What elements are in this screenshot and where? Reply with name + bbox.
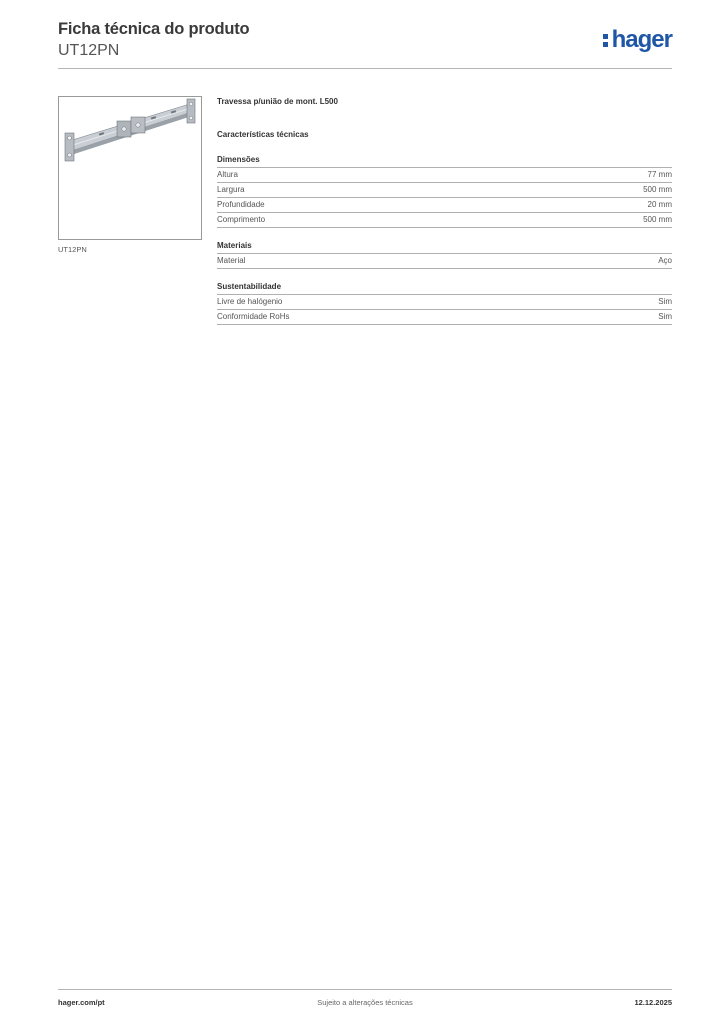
page-title: Ficha técnica do produto <box>58 20 250 38</box>
spec-row <box>217 168 672 183</box>
spec-label: Livre de halógenio <box>217 297 283 306</box>
spec-label: Largura <box>217 185 245 194</box>
spec-row <box>217 310 672 325</box>
spec-value: 500 mm <box>643 185 672 194</box>
footer-divider <box>58 989 672 990</box>
product-name: Travessa p/união de mont. L500 <box>217 97 338 106</box>
spec-value: Aço <box>658 256 672 265</box>
spec-label: Material <box>217 256 246 265</box>
spec-row <box>217 295 672 310</box>
group-dimensions <box>217 154 672 228</box>
group-materials <box>217 240 672 269</box>
spec-label: Comprimento <box>217 215 266 224</box>
product-image <box>58 96 202 240</box>
spec-row <box>217 254 672 269</box>
spec-value: Sim <box>658 312 672 321</box>
mounting-rail-icon <box>59 97 201 239</box>
spec-label: Conformidade RoHs <box>217 312 290 321</box>
product-content <box>217 96 672 325</box>
spec-value: 20 mm <box>647 200 672 209</box>
spec-row <box>217 183 672 198</box>
footer-date: 12.12.2025 <box>634 998 672 1007</box>
spec-value: 77 mm <box>647 170 672 179</box>
product-code: UT12PN <box>58 42 120 59</box>
specs-heading: Características técnicas <box>217 130 309 139</box>
page-footer <box>58 998 672 1010</box>
logo-colon-icon <box>603 29 610 49</box>
footer-disclaimer: Sujeito a alterações técnicas <box>317 998 413 1007</box>
spec-row <box>217 213 672 228</box>
group-title: Sustentabilidade <box>217 281 672 295</box>
page-header <box>58 20 672 70</box>
footer-website-link[interactable]: hager.com/pt <box>58 998 105 1007</box>
group-sustainability <box>217 281 672 325</box>
spec-value: 500 mm <box>643 215 672 224</box>
group-title: Dimensões <box>217 154 672 168</box>
image-caption: UT12PN <box>58 245 87 254</box>
hager-logo <box>603 26 672 54</box>
spec-label: Profundidade <box>217 200 265 209</box>
group-title: Materiais <box>217 240 672 254</box>
spec-label: Altura <box>217 170 238 179</box>
spec-value: Sim <box>658 297 672 306</box>
logo-text: hager <box>611 26 672 53</box>
header-divider <box>58 68 672 69</box>
spec-row <box>217 198 672 213</box>
